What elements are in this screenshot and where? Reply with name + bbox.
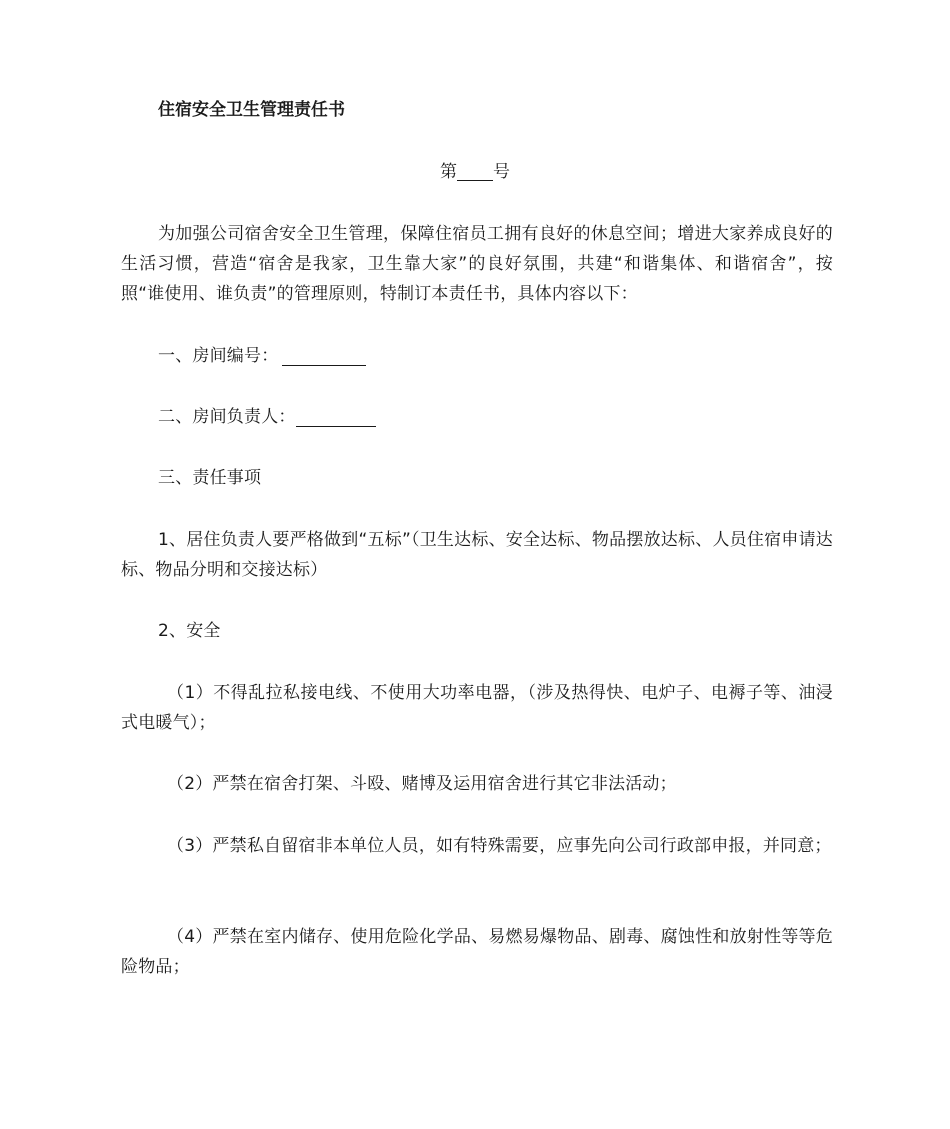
item2-heading: 2、安全 bbox=[158, 621, 221, 641]
safety-item: （4）严禁在室内储存、使用危险化学品、易燃易爆物品、剧毒、腐蚀性和放射性等等危险物品； bbox=[121, 927, 833, 977]
safety-item: （3）严禁私自留宿非本单位人员，如有特殊需要，应事先向公司行政部申报，并同意； bbox=[167, 836, 832, 856]
number-blank bbox=[457, 160, 493, 181]
room-number-line bbox=[121, 341, 833, 371]
document-number-line bbox=[0, 158, 950, 186]
document-title: 住宿安全卫生管理责任书 bbox=[158, 100, 345, 120]
room-number-blank bbox=[282, 345, 366, 366]
number-prefix: 第 bbox=[440, 162, 457, 182]
safety-item: （1）不得乱拉私接电线、不使用大功率电器，（涉及热得快、电炉子、电褥子等、油浸式电暖气）； bbox=[121, 683, 833, 733]
room-owner-label: 二、房间负责人： bbox=[158, 407, 296, 427]
room-owner-blank bbox=[296, 406, 376, 427]
item1-paragraph: 1、居住负责人要严格做到“五标”（卫生达标、安全达标、物品摆放达标、人员住宿申请达标、物品分明和交接达标） bbox=[121, 530, 833, 580]
room-owner-line bbox=[121, 402, 833, 432]
section3-heading: 三、责任事项 bbox=[158, 468, 262, 488]
safety-item: （2）严禁在宿舍打架、斗殴、赌博及运用宿舍进行其它非法活动； bbox=[167, 774, 677, 794]
intro-paragraph: 为加强公司宿舍安全卫生管理，保障住宿员工拥有良好的休息空间；增进大家养成良好的生活习惯，营造“宿舍是我家，卫生靠大家”的良好氛围，共建“和谐集体、和谐宿舍”，按照“谁使用、谁负责”的管理原则，特制订本责任书，具体内容以下： bbox=[121, 224, 833, 304]
number-suffix: 号 bbox=[493, 162, 510, 182]
room-number-label: 一、房间编号： bbox=[158, 346, 279, 366]
